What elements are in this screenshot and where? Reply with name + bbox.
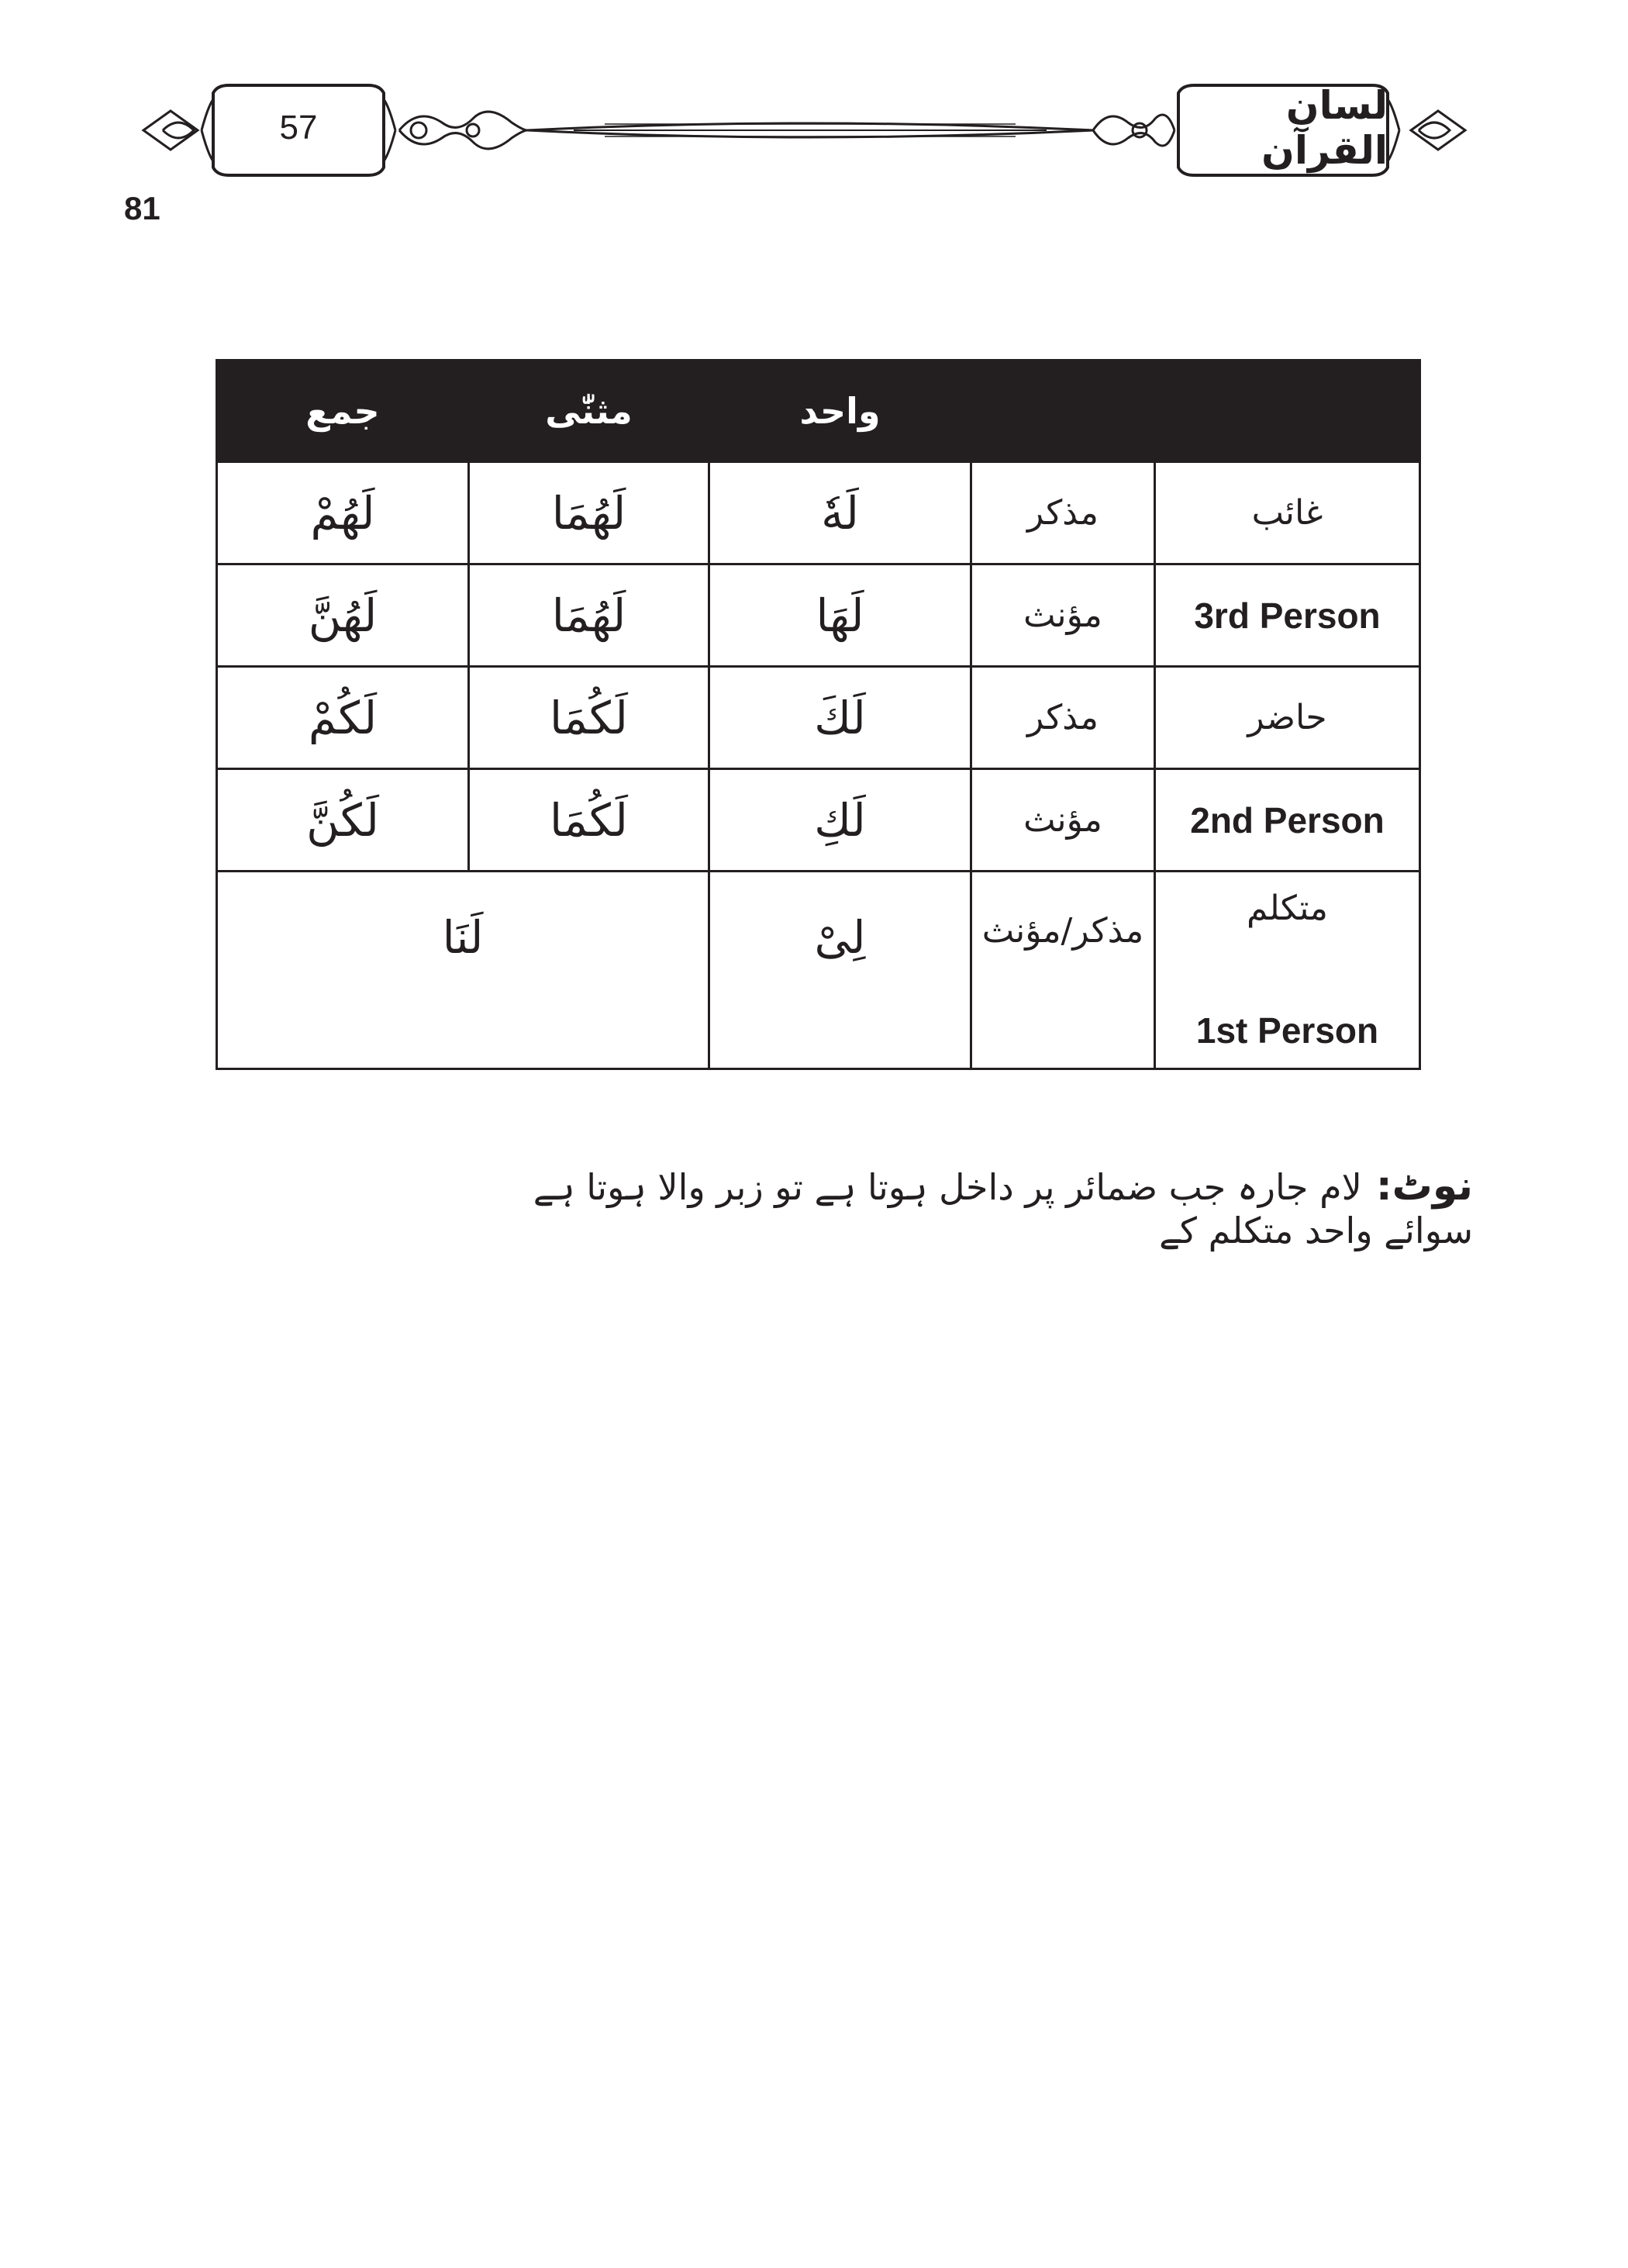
table-row	[217, 462, 1420, 564]
header-singular: واحد	[709, 361, 971, 462]
cell-person: 2nd Person	[1155, 769, 1420, 872]
book-title: لسان القرآن	[1261, 83, 1388, 173]
pronoun-table	[216, 359, 1421, 1070]
note-label: نوٹ:	[1375, 1163, 1473, 1210]
cell-dual: لَهُمَا	[469, 564, 709, 667]
header-plural: جمع	[217, 361, 469, 462]
note-text: لام جارہ جب ضمائر پر داخل ہوتا ہے تو زبر والا ہوتا ہے سوائے واحد متکلم کے	[533, 1166, 1473, 1251]
cell-plural-dual: لَنَا	[217, 872, 709, 1069]
table-row	[217, 667, 1420, 769]
cell-singular: لَكَ	[709, 667, 971, 769]
cell-gender: مذکر	[971, 462, 1155, 564]
cell-singular: لَهٗ	[709, 462, 971, 564]
cell-dual: لَكُمَا	[469, 667, 709, 769]
cell-person: غائب	[1155, 462, 1420, 564]
cell-singular: لَكِ	[709, 769, 971, 872]
grammar-note	[465, 1163, 1473, 1251]
cell-gender: مذکر	[971, 667, 1155, 769]
cell-dual: لَهُمَا	[469, 462, 709, 564]
cell-person	[1155, 872, 1420, 1069]
cell-gender: مؤنث	[971, 769, 1155, 872]
person-stack	[1156, 889, 1419, 1051]
person-urdu: متکلم	[1247, 889, 1328, 928]
table-row	[217, 564, 1420, 667]
cell-gender: مؤنث	[971, 564, 1155, 667]
cell-person: حاضر	[1155, 667, 1420, 769]
header-gender	[971, 361, 1155, 462]
table-header-row	[217, 361, 1420, 462]
table-row-first-person	[217, 872, 1420, 1069]
cell-plural: لَكُمْ	[217, 667, 469, 769]
cell-dual: لَكُمَا	[469, 769, 709, 872]
cell-singular: لَهَا	[709, 564, 971, 667]
side-page-number: 81	[124, 190, 160, 226]
table-row	[217, 769, 1420, 872]
header-person	[1155, 361, 1420, 462]
cell-plural: لَهُنَّ	[217, 564, 469, 667]
cell-gender: مذکر/مؤنث	[971, 872, 1155, 1069]
page-header	[140, 76, 1473, 192]
person-english: 1st Person	[1195, 1010, 1379, 1051]
cell-plural: لَهُمْ	[217, 462, 469, 564]
cell-plural: لَكُنَّ	[217, 769, 469, 872]
header-dual: مثنّٰی	[469, 361, 709, 462]
cell-person: 3rd Person	[1155, 564, 1420, 667]
page-number: 57	[279, 109, 318, 147]
cell-singular: لِیْ	[709, 872, 971, 1069]
